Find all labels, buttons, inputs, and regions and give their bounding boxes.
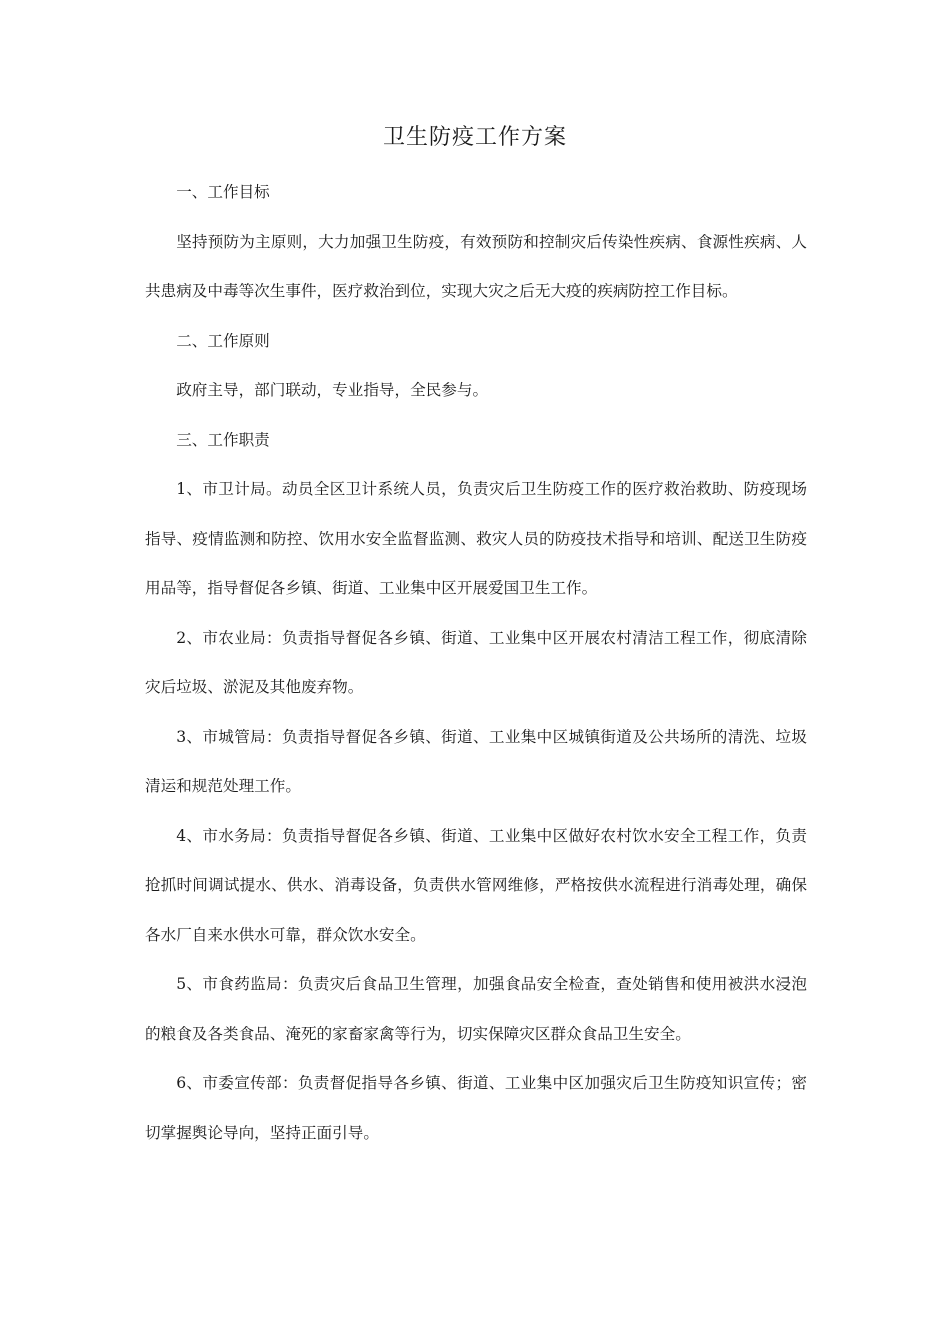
paragraph-duty-urban-management-bureau: 3、市城管局：负责指导督促各乡镇、街道、工业集中区城镇街道及公共场所的清洗、垃圾清运和规范处理工作。 (145, 727, 807, 795)
section-heading-goals: 一、工作目标 (176, 183, 270, 201)
paragraph-duty-water-bureau: 4、市水务局：负责指导督促各乡镇、街道、工业集中区做好农村饮水安全工程工作，负责抢抓时间调试提水、供水、消毒设备，负责供水管网维修，严格按供水流程进行消毒处理，确保各水厂自来水供水可靠，群众饮水安全。 (145, 826, 807, 944)
document-body (145, 168, 807, 1158)
paragraph-principles: 政府主导，部门联动，专业指导，全民参与。 (176, 381, 489, 399)
paragraph-goals: 坚持预防为主原则，大力加强卫生防疫，有效预防和控制灾后传染性疾病、食源性疾病、人共患病及中毒等次生事件，医疗救治到位，实现大灾之后无大疫的疾病防控工作目标。 (145, 232, 807, 300)
document-title: 卫生防疫工作方案 (382, 125, 567, 150)
section-heading-duties: 三、工作职责 (176, 430, 270, 449)
paragraph-duty-health-bureau: 1、市卫计局。动员全区卫计系统人员，负责灾后卫生防疫工作的医疗救治救助、防疫现场指导、疫情监测和防控、饮用水安全监督监测、救灾人员的防疫技术指导和培训、配送卫生防疫用品等，指导督促各乡镇、街道、工业集中区开展爱国卫生工作。 (145, 480, 807, 597)
paragraph-duty-food-drug-bureau: 5、市食药监局：负责灾后食品卫生管理，加强食品安全检查，查处销售和使用被洪水浸泡的粮食及各类食品、淹死的家畜家禽等行为，切实保障灾区群众食品卫生安全。 (145, 975, 807, 1043)
section-heading-principles: 二、工作原则 (176, 331, 270, 350)
paragraph-duty-publicity-department: 6、市委宣传部：负责督促指导各乡镇、街道、工业集中区加强灾后卫生防疫知识宣传；密切掌握舆论导向，坚持正面引导。 (145, 1074, 807, 1142)
paragraph-duty-agriculture-bureau: 2、市农业局：负责指导督促各乡镇、街道、工业集中区开展农村清洁工程工作，彻底清除灾后垃圾、淤泥及其他废弃物。 (145, 628, 807, 696)
